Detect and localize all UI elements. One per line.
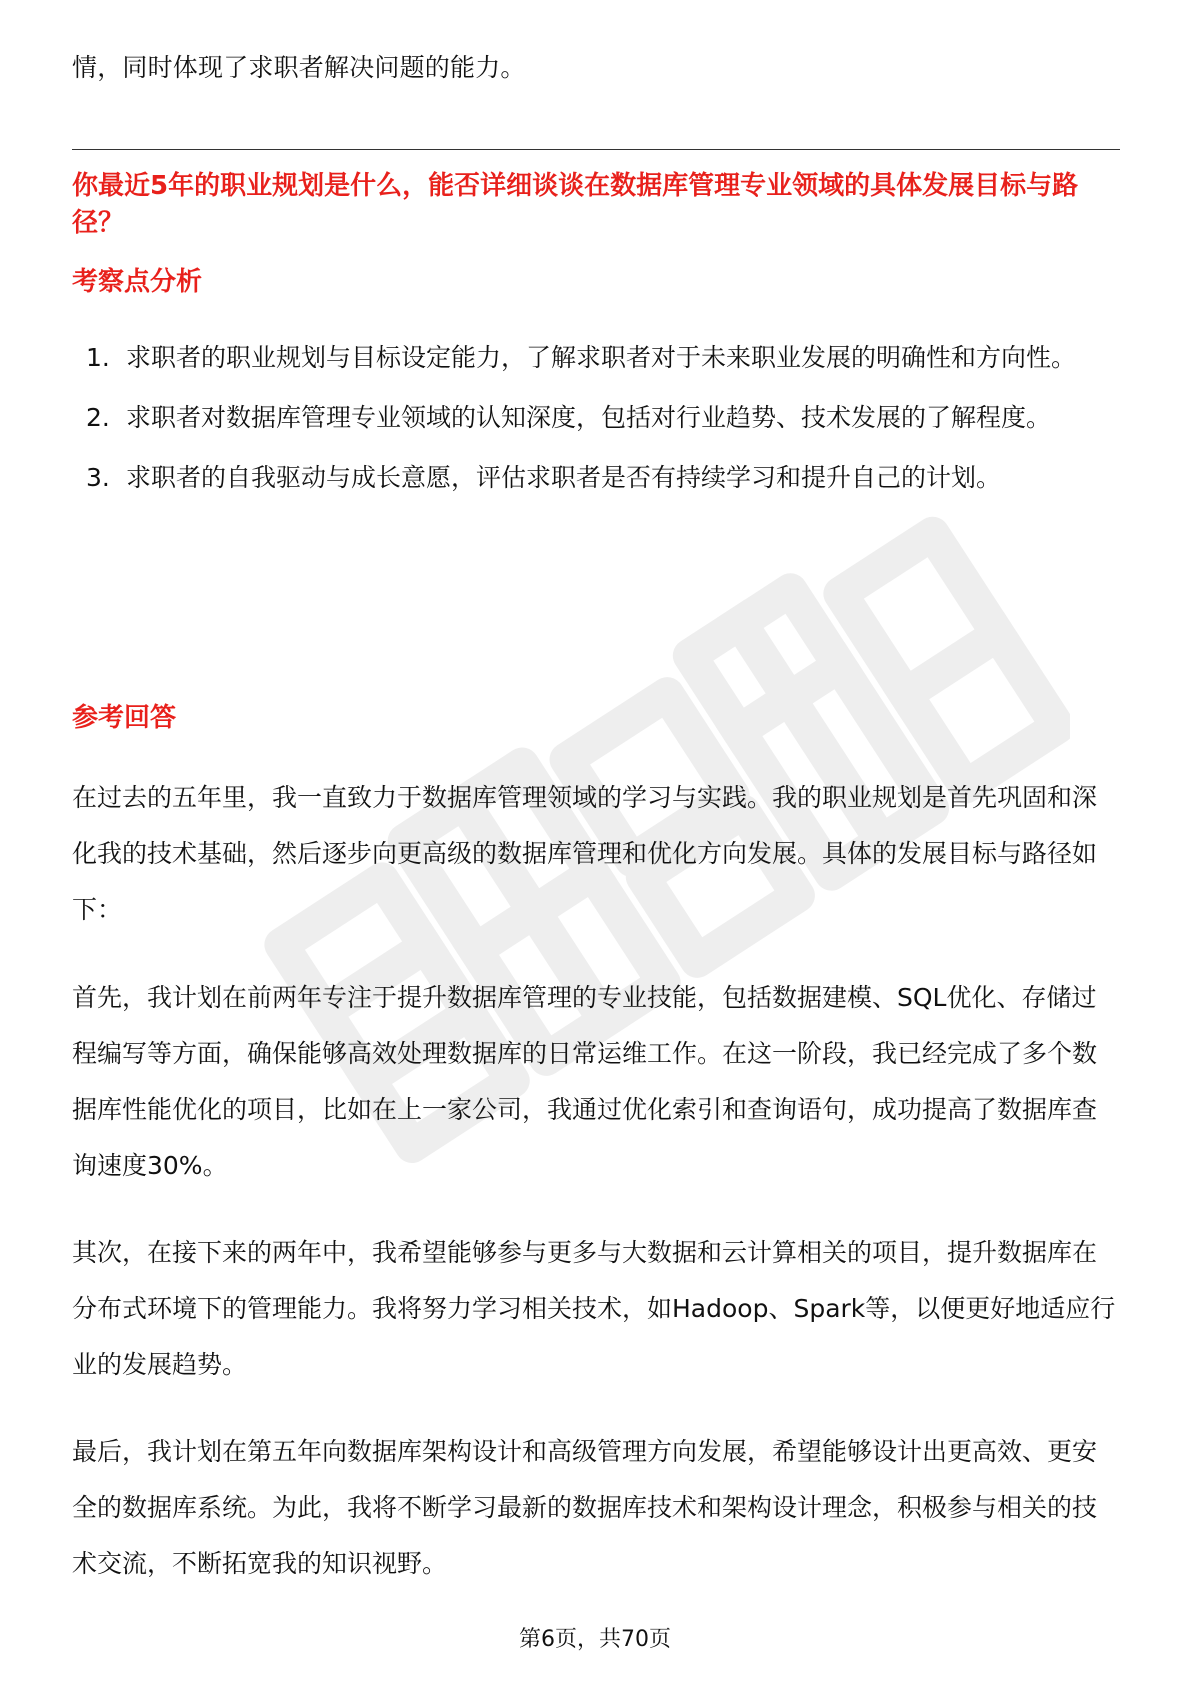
list-text: 求职者对数据库管理专业领域的认知深度，包括对行业趋势、技术发展的了解程度。 <box>126 403 1052 432</box>
list-item <box>72 450 1120 506</box>
answer-paragraph: 首先，我计划在前两年专注于提升数据库管理的专业技能，包括数据建模、SQL优化、存储过程编写等方面，确保能够高效处理数据库的日常运维工作。在这一阶段，我已经完成了多个数据库性能优化的项目，比如在上一家公司，我通过优化索引和查询语句，成功提高了数据库查询速度30%。 <box>72 983 1098 1180</box>
list-item <box>72 330 1120 386</box>
answer-paragraph: 在过去的五年里，我一直致力于数据库管理领域的学习与实践。我的职业规划是首先巩固和深化我的技术基础，然后逐步向更高级的数据库管理和优化方向发展。具体的发展目标与路径如下： <box>72 783 1098 924</box>
answer-paragraph: 其次，在接下来的两年中，我希望能够参与更多与大数据和云计算相关的项目，提升数据库在分布式环境下的管理能力。我将努力学习相关技术，如Hadoop、Spark等，以便更好地适应行业的发展趋势。 <box>72 1238 1116 1379</box>
list-text: 求职者的自我驱动与成长意愿，评估求职者是否有持续学习和提升自己的计划。 <box>126 463 1002 492</box>
list-number: 3. <box>86 463 110 492</box>
analysis-heading: 考察点分析 <box>72 267 203 297</box>
question-heading: 你最近5年的职业规划是什么，能否详细谈谈在数据库管理专业领域的具体发展目标与路径？ <box>72 171 1079 238</box>
section-divider <box>72 149 1120 150</box>
intro-block <box>72 40 1120 96</box>
page-number-footer: 第6页，共70页 <box>519 1627 671 1652</box>
list-item <box>72 390 1120 446</box>
list-number: 1. <box>86 343 110 372</box>
list-number: 2. <box>86 403 110 432</box>
list-text: 求职者的职业规划与目标设定能力，了解求职者对于未来职业发展的明确性和方向性。 <box>126 343 1077 372</box>
answer-heading: 参考回答 <box>72 703 177 733</box>
analysis-list <box>72 330 1120 510</box>
intro-text: 情，同时体现了求职者解决问题的能力。 <box>72 53 526 82</box>
answer-paragraph: 最后，我计划在第五年向数据库架构设计和高级管理方向发展，希望能够设计出更高效、更安全的数据库系统。为此，我将不断学习最新的数据库技术和架构设计理念，积极参与相关的技术交流，不断拓宽我的知识视野。 <box>72 1437 1098 1578</box>
